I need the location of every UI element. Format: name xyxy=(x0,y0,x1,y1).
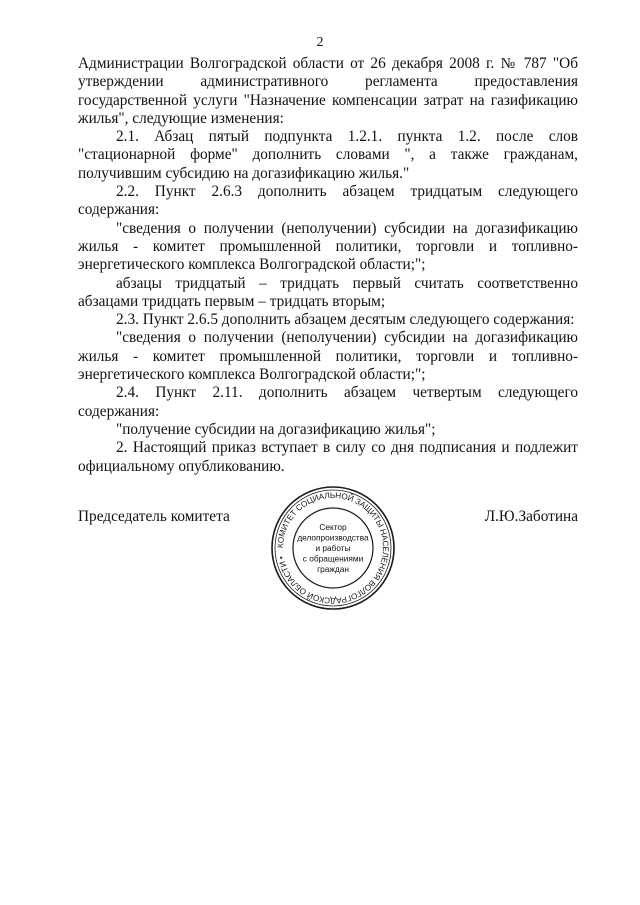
paragraph: 2. Настоящий приказ вступает в силу со дня подписания и подлежит официальному опубликованию. xyxy=(78,439,578,475)
official-stamp xyxy=(270,485,396,611)
stamp-center-line: и работы xyxy=(315,543,351,553)
stamp-center-line: Сектор xyxy=(319,522,347,532)
document-body xyxy=(78,55,578,476)
signatory-name: Л.Ю.Заботина xyxy=(484,508,578,525)
page-number: 2 xyxy=(316,35,324,50)
paragraph: Администрации Волгоградской области от 26 декабря 2008 г. № 787 "Об утверждении административного регламента предоставления государственной услуги "Назначение компенсации затрат на газификацию жилья", следующие изменения: xyxy=(78,55,578,127)
stamp-ring-text: КОМИТЕТ СОЦИАЛЬНОЙ ЗАЩИТЫ НАСЕЛЕНИЯ ВОЛГОГРАДСКОЙ ОБЛАСТИ • xyxy=(275,490,391,606)
stamp-center-line: с обращениями xyxy=(302,553,364,564)
paragraph: 2.3. Пункт 2.6.5 дополнить абзацем десятым следующего содержания: xyxy=(116,311,575,329)
paragraph: абзацы тридцатый – тридцать первый считать соответственно абзацами тридцать первым – тридцать вторым; xyxy=(78,274,578,310)
paragraph: 2.4. Пункт 2.11. дополнить абзацем четвертым следующего содержания: xyxy=(78,384,578,420)
stamp-center-line: граждан xyxy=(317,564,349,574)
stamp-graphic xyxy=(270,485,396,611)
paragraph: 2.1. Абзац пятый подпункта 1.2.1. пункта 1.2. после слов "стационарной форме" дополнить словами ", а также гражданам, получившим субсидию на догазификацию жилья." xyxy=(78,128,578,182)
paragraph: "сведения о получении (неполучении) субсидии на догазификацию жилья - комитет промышленной политики, торговли и топливно-энергетического комплекса Волгоградской области;"; xyxy=(78,329,578,384)
stamp-center-line: делопроизводства xyxy=(297,532,369,543)
paragraph: "получение субсидии на догазификацию жилья"; xyxy=(116,420,436,438)
paragraph: 2.2. Пункт 2.6.3 дополнить абзацем тридцатым следующего содержания: xyxy=(78,183,578,219)
paragraph: "сведения о получении (неполучении) субсидии на догазификацию жилья - комитет промышленной политики, торговли и топливно-энергетического комплекса Волгоградской области;"; xyxy=(78,219,578,274)
signatory-position: Председатель комитета xyxy=(78,508,230,525)
